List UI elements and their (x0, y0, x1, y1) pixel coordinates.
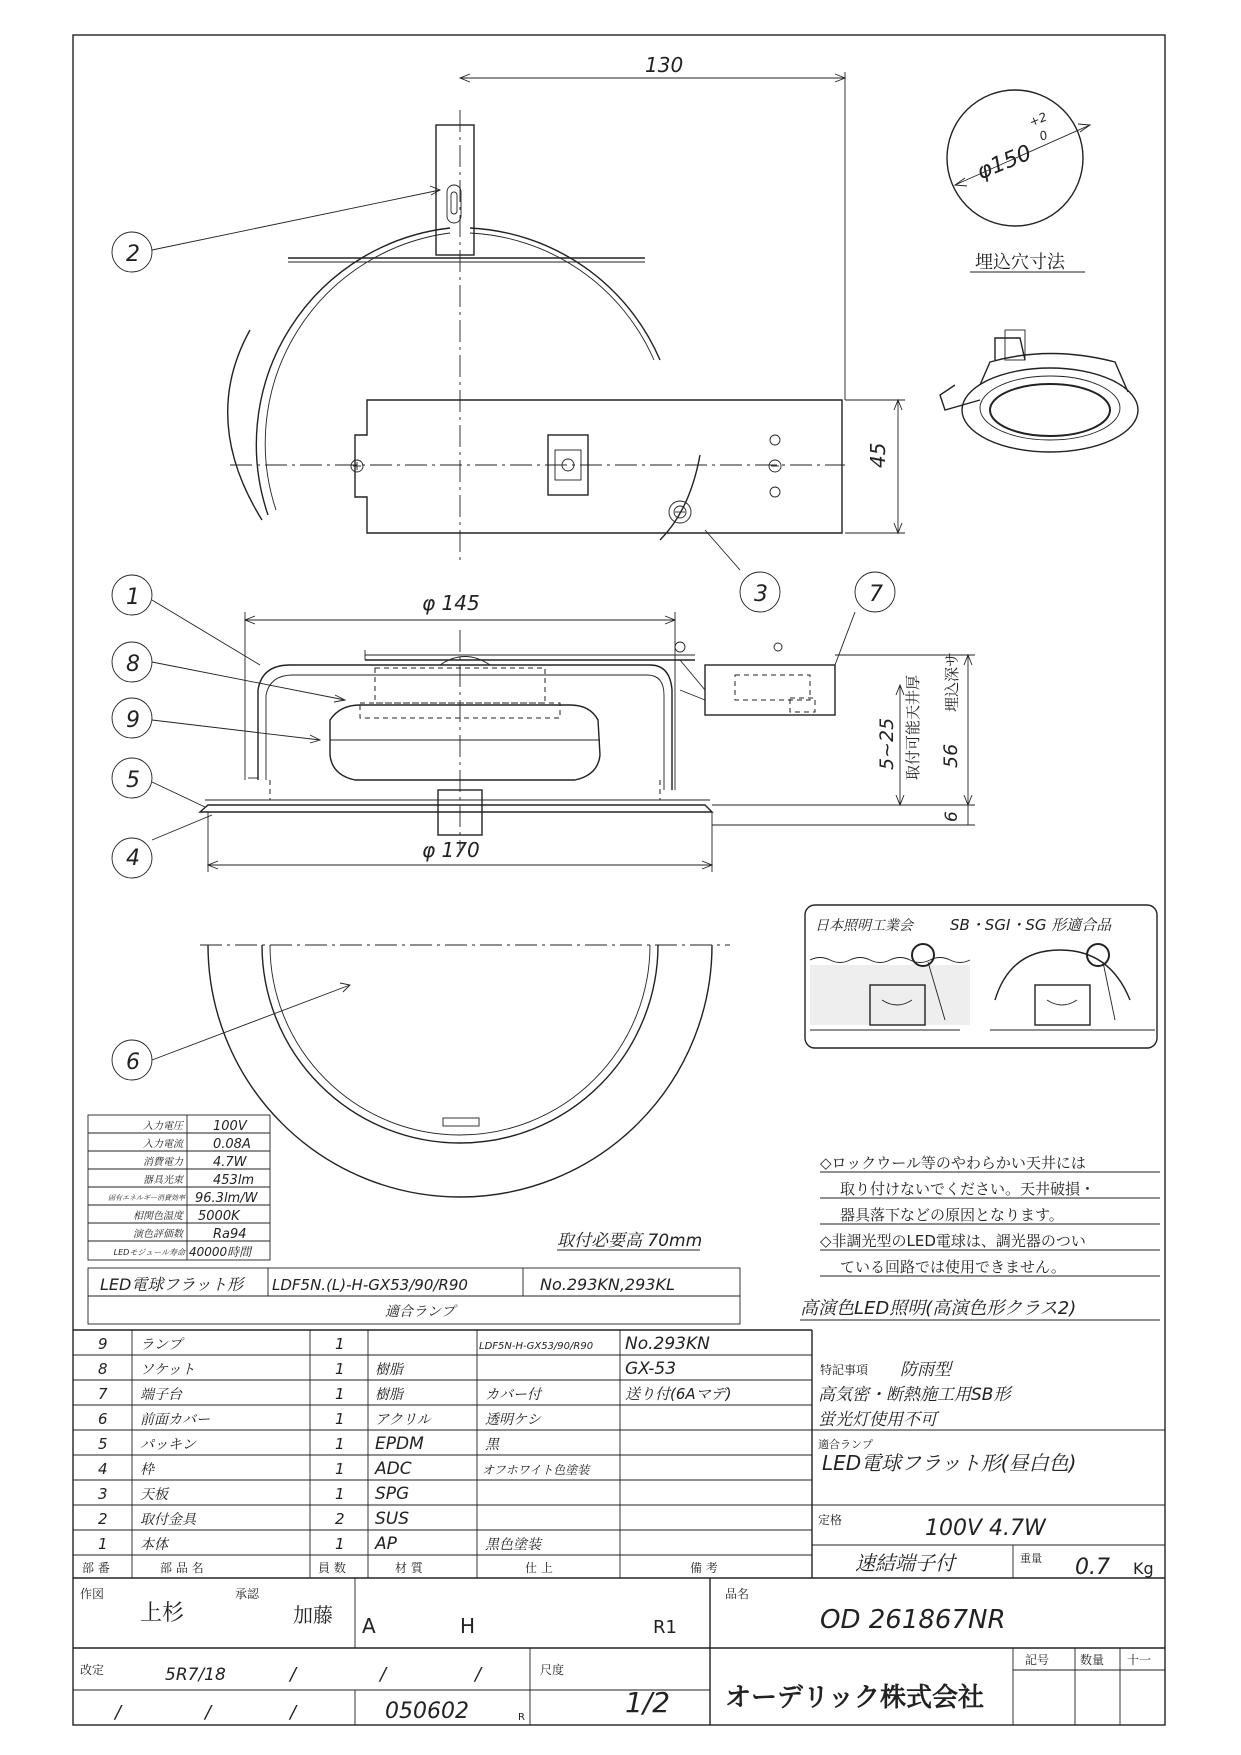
rev-a: A (362, 1614, 376, 1638)
callout-9: 9 (126, 708, 140, 733)
spec-value: 0.08A (213, 1137, 251, 1152)
weight-unit: Kg (1133, 1559, 1154, 1578)
revision-slash: / (290, 1702, 297, 1723)
part-no: 9 (98, 1335, 108, 1353)
spec-value: 40000時間 (189, 1245, 252, 1259)
approved-by: 加藤 (293, 1603, 333, 1627)
lamp-model: LDF5N.(L)-H-GX53/90/R90 (272, 1276, 468, 1294)
revision-slash: / (205, 1702, 212, 1723)
cutout-label: 埋込穴寸法 (975, 252, 1065, 273)
part-no: 3 (98, 1485, 108, 1503)
part-no: 2 (98, 1510, 108, 1528)
cutout-tol-plus: +2 (1027, 109, 1049, 130)
special-line-2: 高気密・断熱施工用SB形 (818, 1385, 1011, 1405)
part-note: No.293KN (625, 1334, 710, 1354)
parts-header-name: 部 品 名 (160, 1561, 204, 1575)
part-name: 本体 (140, 1537, 168, 1553)
revised-date: 5R7/18 (165, 1665, 226, 1685)
part-name: 天板 (140, 1487, 168, 1503)
dim-5-25: 5~25 (876, 717, 898, 770)
spec-table (100, 1119, 702, 1320)
callout-6: 6 (126, 1050, 140, 1075)
part-material: SPG (375, 1484, 410, 1504)
part-finish: 透明ケシ (485, 1412, 541, 1428)
code-label: 記号 (1025, 1653, 1050, 1667)
side-view (152, 600, 975, 872)
spec-key: 器具光束 (143, 1175, 183, 1186)
callout-numbers (126, 242, 883, 1075)
part-name: パッキン (140, 1437, 196, 1453)
revision-slash: / (475, 1664, 482, 1685)
dim-6: 6 (942, 811, 962, 822)
part-no: 4 (98, 1460, 108, 1478)
part-note: 送り付(6Aマデ) (625, 1385, 732, 1403)
isometric-view (940, 330, 1138, 452)
rating-label: 定格 (818, 1513, 843, 1527)
product-number: OD 261867NR (820, 1605, 1006, 1635)
part-material: EPDM (375, 1434, 424, 1454)
drawn-by: 上杉 (140, 1601, 185, 1626)
parts-header-qty: 員 数 (318, 1561, 346, 1575)
callout-4: 4 (126, 846, 140, 871)
part-name: 前面カバー (140, 1412, 210, 1428)
spec-key: LEDモジュール寿命 (113, 1248, 185, 1257)
parts-table (82, 1334, 732, 1575)
callout-8: 8 (126, 652, 140, 677)
callout-1: 1 (126, 585, 140, 610)
spec-key: 入力電流 (143, 1139, 183, 1150)
part-finish: 黒 (485, 1437, 499, 1453)
spec-key: 相関色温度 (133, 1211, 183, 1222)
spec-key: 固有エネルギー消費効率 (108, 1194, 185, 1202)
rating-value: 100V 4.7W (925, 1516, 1046, 1541)
part-name: ソケット (140, 1362, 196, 1378)
si-box-text (815, 916, 1112, 934)
part-name: 取付金具 (140, 1512, 196, 1528)
dim-130: 130 (645, 53, 684, 77)
embed-depth-label: 埋込深サ (943, 651, 961, 712)
revised-label: 改定 (80, 1663, 105, 1677)
part-qty: 2 (335, 1510, 345, 1528)
scale-label: 尺度 (540, 1663, 565, 1677)
mount-height: 取付必要高 70mm (557, 1231, 703, 1251)
si-box-types: SB・SGI・SG 形適合品 (950, 916, 1112, 934)
part-qty: 1 (335, 1485, 345, 1503)
high-cri-label: 高演色LED照明(高演色形クラス2) (800, 1298, 1077, 1319)
part-qty: 1 (335, 1535, 345, 1553)
dim-45: 45 (866, 442, 890, 468)
spec-key: 演色評価数 (133, 1229, 183, 1240)
si-box-title: 日本照明工業会 (815, 918, 913, 934)
part-name: 枠 (140, 1462, 154, 1478)
lamp-spec-value: LED電球フラット形(昼白色) (822, 1451, 1077, 1475)
part-no: 7 (98, 1385, 108, 1403)
extra-mark: 十一 (1127, 1653, 1152, 1667)
spec-key: 入力電圧 (143, 1121, 183, 1132)
part-note: GX-53 (625, 1359, 677, 1379)
terminal-note: 速結端子付 (855, 1551, 955, 1575)
part-finish: カバー付 (485, 1387, 541, 1403)
part-qty: 1 (335, 1360, 345, 1378)
part-material: アクリル (375, 1412, 431, 1428)
parts-header-note: 備 考 (690, 1561, 718, 1575)
product-label: 品名 (725, 1587, 750, 1601)
rev-h: H (460, 1614, 476, 1638)
special-value: 防雨型 (900, 1360, 951, 1380)
lamp-spec-label: 適合ランプ (818, 1438, 873, 1451)
part-material: ADC (375, 1459, 412, 1479)
rev-r: R1 (653, 1617, 677, 1638)
part-no: 6 (98, 1410, 108, 1428)
spec-value: 5000K (198, 1209, 240, 1224)
part-no: 1 (98, 1535, 108, 1553)
cutout-tol-zero: 0 (1037, 127, 1050, 144)
spec-value: 96.3lm/W (195, 1191, 258, 1206)
weight-value: 0.7 (1075, 1555, 1110, 1580)
spec-value: 4.7W (213, 1155, 247, 1170)
lamp-caption: 適合ランプ (385, 1304, 455, 1320)
part-finish: 黒色塗装 (485, 1537, 541, 1553)
part-qty: 1 (335, 1435, 345, 1453)
note-line-3: 器具落下などの原因となります。 (840, 1206, 1064, 1224)
part-no: 5 (98, 1435, 108, 1453)
spec-value: Ra94 (213, 1227, 247, 1242)
notes (800, 1154, 1095, 1319)
cutout-dimension (947, 90, 1090, 272)
part-material: SUS (375, 1509, 410, 1529)
part-qty: 1 (335, 1385, 345, 1403)
dim-phi170: φ 170 (422, 838, 480, 862)
part-qty: 1 (335, 1410, 345, 1428)
note-line-4: ◇非調光型のLED電球は、調光器のつい (820, 1232, 1086, 1250)
part-qty: 1 (335, 1335, 345, 1353)
callout-2: 2 (126, 242, 140, 267)
dim-56: 56 (940, 743, 962, 768)
revision-slash: / (115, 1702, 122, 1723)
dimension-labels (422, 53, 1066, 862)
parts-header-finish: 仕 上 (525, 1561, 553, 1575)
part-material: 樹脂 (375, 1362, 403, 1378)
callout-7: 7 (869, 582, 883, 607)
qty-label: 数量 (1080, 1653, 1105, 1667)
revision-slash: / (380, 1664, 387, 1685)
parts-header-no: 部 番 (82, 1561, 110, 1575)
part-qty: 1 (335, 1460, 345, 1478)
part-material: AP (375, 1534, 397, 1554)
special-notes-panel (818, 1360, 1154, 1580)
note-line-5: ている回路では使用できません。 (840, 1258, 1066, 1276)
company-name: オーデリック株式会社 (725, 1683, 984, 1713)
title-block (80, 1587, 1151, 1724)
note-line-1: ◇ロックウール等のやわらかい天井には (820, 1154, 1086, 1172)
part-name: 端子台 (140, 1387, 182, 1403)
callout-5: 5 (126, 768, 140, 793)
dim-phi145: φ 145 (422, 591, 480, 615)
ceiling-thickness-label: 取付可能天井厚 (904, 674, 922, 780)
weight-label: 重量 (1020, 1552, 1042, 1565)
cutout-diameter: φ150 (973, 140, 1036, 186)
scale-value: 1/2 (625, 1686, 671, 1719)
document-suffix: R (518, 1712, 525, 1723)
part-finish: LDF5N-H-GX53/90/R90 (479, 1341, 594, 1352)
revision-slash: / (290, 1664, 297, 1685)
drawn-label: 作図 (80, 1587, 105, 1601)
part-name: ランプ (140, 1337, 182, 1353)
document-number: 050602 (385, 1699, 469, 1724)
parts-header-material: 材 質 (395, 1561, 423, 1575)
spec-value: 100V (213, 1119, 247, 1134)
part-no: 8 (98, 1360, 108, 1378)
approved-label: 承認 (235, 1587, 260, 1601)
top-view (152, 72, 905, 570)
part-material: 樹脂 (375, 1387, 403, 1403)
callout-circles (112, 232, 895, 1080)
special-line-3: 蛍光灯使用不可 (818, 1410, 937, 1430)
part-finish: オフホワイト色塗装 (482, 1463, 590, 1477)
lamp-name: LED電球フラット形 (100, 1275, 244, 1294)
callout-3: 3 (754, 582, 768, 607)
spec-key: 消費電力 (143, 1157, 183, 1168)
note-line-2: 取り付けないでください。天井破損・ (840, 1180, 1096, 1198)
special-label: 特記事項 (820, 1363, 869, 1377)
lamp-numbers: No.293KN,293KL (540, 1275, 675, 1294)
spec-value: 453lm (213, 1173, 255, 1188)
